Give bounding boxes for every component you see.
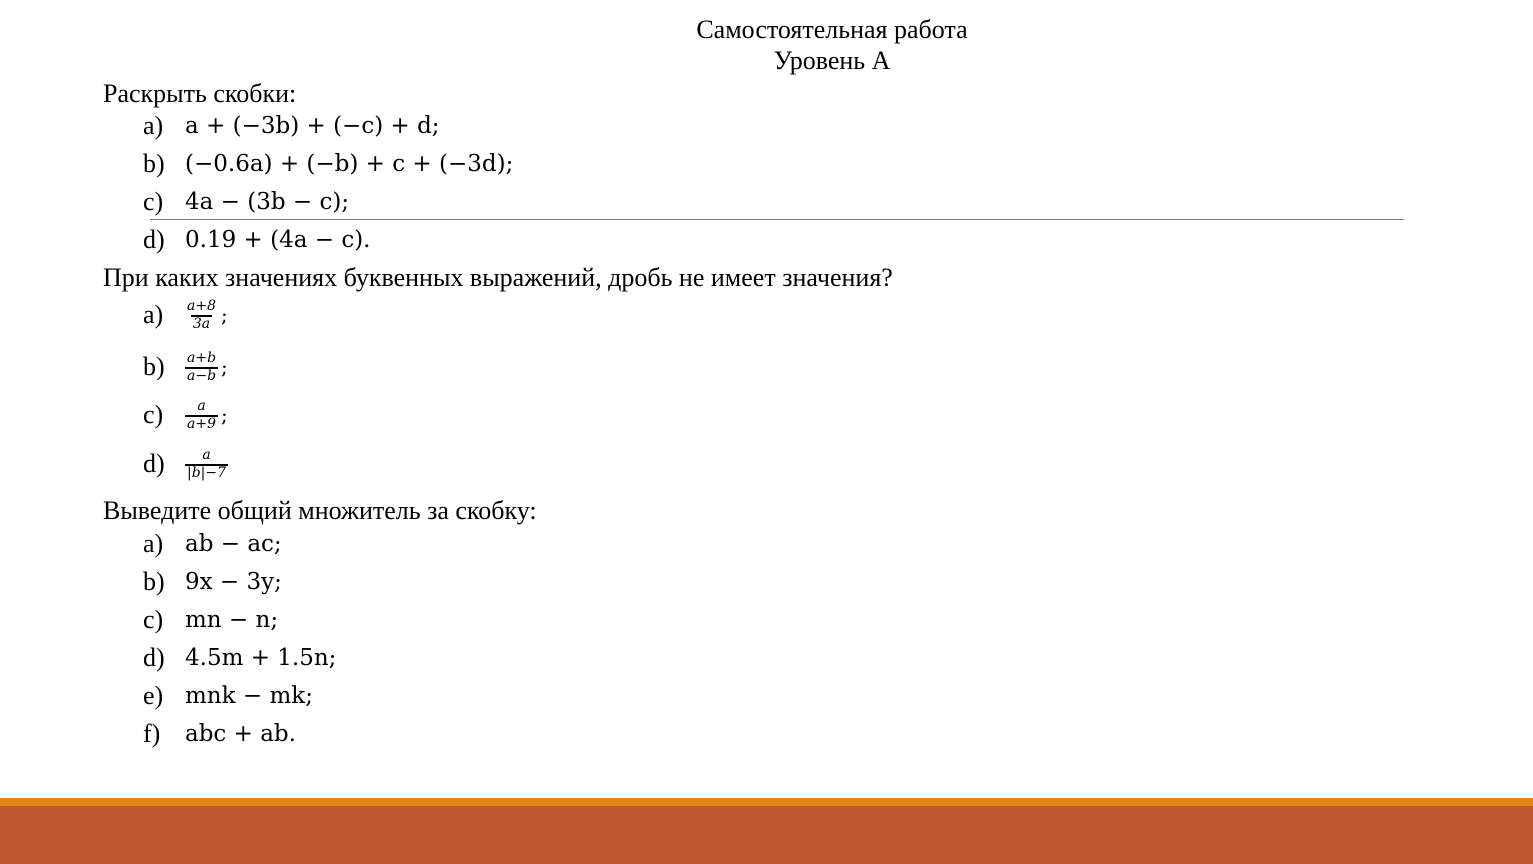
math-expression: 0.19 + (4a − c). xyxy=(185,227,371,253)
footer-band xyxy=(0,806,1533,864)
section-3-heading: Выведите общий множитель за скобку: xyxy=(103,496,537,525)
fraction-numerator: a xyxy=(202,446,211,463)
list-item xyxy=(143,641,336,675)
title-line-1: Самостоятельная работа xyxy=(696,15,968,44)
math-expression: 9x − 3y; xyxy=(185,569,282,595)
item-marker: b) xyxy=(143,352,165,381)
fraction-tail: ; xyxy=(220,303,228,327)
footer-band-accent xyxy=(0,798,1533,806)
fraction-denominator: |b|−7 xyxy=(187,464,227,481)
list-item xyxy=(143,717,296,751)
slide-title xyxy=(696,14,967,76)
fraction-numerator: a+8 xyxy=(187,297,216,314)
fraction-numerator: a xyxy=(197,397,206,414)
math-expression: mnk − mk; xyxy=(185,683,313,709)
item-marker: c) xyxy=(143,605,164,634)
fraction xyxy=(185,299,218,332)
math-expression: (−0.6a) + (−b) + c + (−3d); xyxy=(185,151,514,177)
fraction xyxy=(185,351,218,384)
list-item xyxy=(143,603,278,637)
item-marker: a) xyxy=(143,111,164,140)
math-expression: 4a − (3b − c); xyxy=(185,189,350,215)
list-item xyxy=(143,147,513,181)
list-item xyxy=(143,223,370,257)
math-expression: 4.5m + 1.5n; xyxy=(185,645,337,671)
fraction-denominator: 3a xyxy=(192,315,211,332)
list-item xyxy=(143,679,313,713)
item-marker: e) xyxy=(143,681,164,710)
list-item xyxy=(143,398,228,432)
list-item xyxy=(143,447,231,481)
math-expression: a + (−3b) + (−c) + d; xyxy=(185,113,440,139)
item-marker: c) xyxy=(143,400,164,429)
list-item xyxy=(143,565,282,599)
list-item xyxy=(143,350,228,384)
math-expression: mn − n; xyxy=(185,607,279,633)
list-item xyxy=(143,298,228,332)
item-marker: b) xyxy=(143,149,165,178)
math-expression: abc + ab. xyxy=(185,721,296,747)
title-line-2: Уровень А xyxy=(773,46,891,75)
item-marker: d) xyxy=(143,225,165,254)
fraction-numerator: a+b xyxy=(187,349,217,366)
list-item xyxy=(143,527,282,561)
item-marker: a) xyxy=(143,300,164,329)
fraction xyxy=(185,448,228,481)
math-expression: ab − ac; xyxy=(185,531,282,557)
item-marker: b) xyxy=(143,567,165,596)
section-1-heading: Раскрыть скобки: xyxy=(103,79,297,108)
fraction-denominator: a−b xyxy=(187,367,217,384)
divider-line xyxy=(150,219,1404,220)
list-item xyxy=(143,185,349,219)
list-item xyxy=(143,109,440,143)
fraction-denominator: a+9 xyxy=(187,415,216,432)
item-marker: f) xyxy=(143,719,161,748)
item-marker: d) xyxy=(143,449,165,478)
fraction-tail: ; xyxy=(221,355,228,379)
section-2-heading: При каких значениях буквенных выражений, дробь не имеет значения? xyxy=(103,263,893,292)
item-marker: d) xyxy=(143,643,165,672)
item-marker: a) xyxy=(143,529,164,558)
fraction-tail: ; xyxy=(220,403,228,427)
fraction xyxy=(185,399,218,432)
item-marker: c) xyxy=(143,187,164,216)
